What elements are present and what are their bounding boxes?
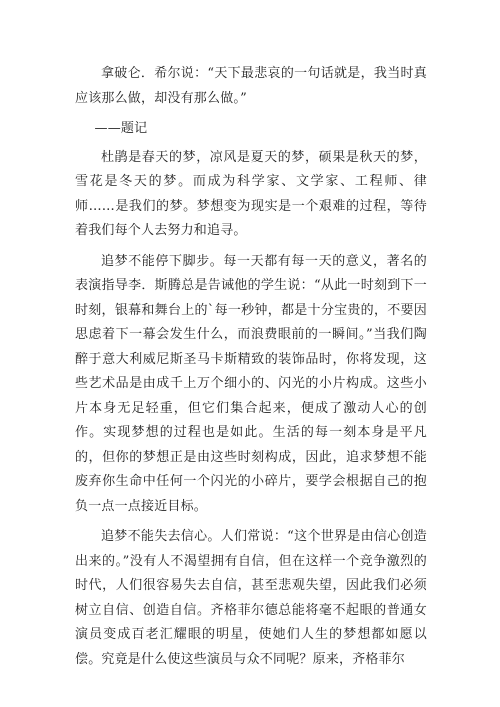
opening-quote-paragraph: 拿破仑．希尔说：“天下最悲哀的一句话就是，我当时真应该那么做，却没有那么做。”	[75, 66, 427, 106]
epigraph-label: ——题记	[94, 121, 148, 136]
body-paragraph-persistence: 追梦不能停下脚步。每一天都有每一天的意义，著名的表演指导李．斯腾总是告诫他的学生说：“从此一时刻到下一时刻，银幕和舞台上的`每一秒钟，都是十分宝贵的，不要因思虑着下一幕会发生什么，而浪费眼前的一瞬间。”当我们陶醉于意大利威尼斯圣马卡斯精致的装饰品时，你将发现，这些艺术品是由成千上万个细小的、闪光的小片构成。这些小片本身无足轻重，但它们集合起来，便成了激动人心的创作。实现梦想的过程也是如此。生活的每一刻本身是平凡的，但你的梦想正是由这些时刻构成，因此，追求梦想不能废弃你生命中任何一个闪光的小碎片，要学会根据自己的抱负一点一点接近目标。	[75, 253, 427, 514]
intro-paragraph: 杜鹃是春天的梦，凉风是夏天的梦，硕果是秋天的梦，雪花是冬天的梦。而成为科学家、文学家、工程师、律师……是我们的梦。梦想变为现实是一个艰难的过程，等待着我们每个人去努力和追寻。	[75, 149, 427, 238]
body-paragraph-confidence: 追梦不能失去信心。人们常说：“这个世界是由信心创造出来的。”没有人不渴望拥有自信，但在这样一个竞争激烈的时代，人们很容易失去自信，甚至悲观失望，因此我们必须树立自信、创造自信。齐格菲尔德总能将毫不起眼的普通女演员变成百老汇耀眼的明星，使她们人生的梦想都如愿以偿。究竟是什么使这些演员与众不同呢？原来，齐格菲尔	[75, 529, 427, 667]
document-body	[75, 62, 427, 678]
